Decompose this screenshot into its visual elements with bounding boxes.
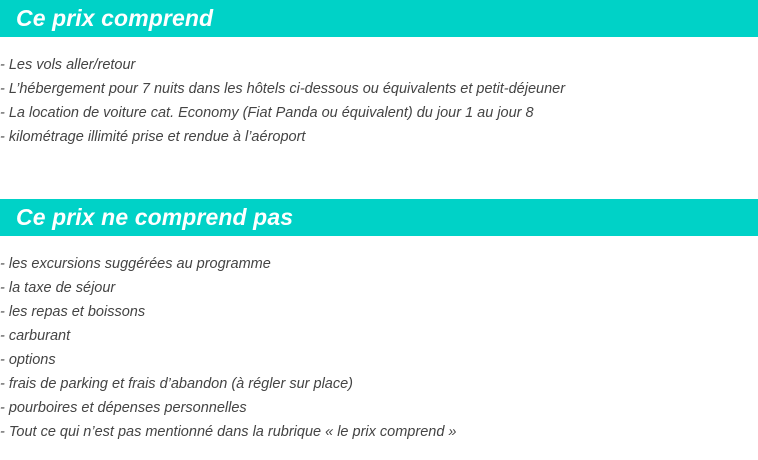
list-item: - les excursions suggérées au programme	[0, 256, 271, 272]
list-item: - la taxe de séjour	[0, 280, 116, 296]
list-item: - carburant	[0, 328, 71, 344]
excluded-list	[0, 252, 456, 444]
list-item: - options	[0, 352, 56, 368]
list-item: - kilométrage illimité prise et rendue à l’aéroport	[0, 129, 306, 145]
included-section-header	[0, 0, 758, 37]
included-list	[0, 53, 565, 149]
excluded-section-header	[0, 199, 758, 236]
list-item: - Les vols aller/retour	[0, 57, 136, 73]
excluded-section-title: Ce prix ne comprend pas	[16, 204, 294, 230]
list-item: - pourboires et dépenses personnelles	[0, 400, 247, 416]
list-item: - les repas et boissons	[0, 304, 146, 320]
included-section-title: Ce prix comprend	[16, 5, 214, 31]
list-item: - frais de parking et frais d’abandon (à régler sur place)	[0, 376, 354, 392]
list-item: - Tout ce qui n’est pas mentionné dans la rubrique « le prix comprend »	[0, 424, 457, 440]
list-item: - La location de voiture cat. Economy (Fiat Panda ou équivalent) du jour 1 au jour 8	[0, 105, 534, 121]
list-item: - L’hébergement pour 7 nuits dans les hôtels ci-dessous ou équivalents et petit-déjeuner	[0, 81, 566, 97]
